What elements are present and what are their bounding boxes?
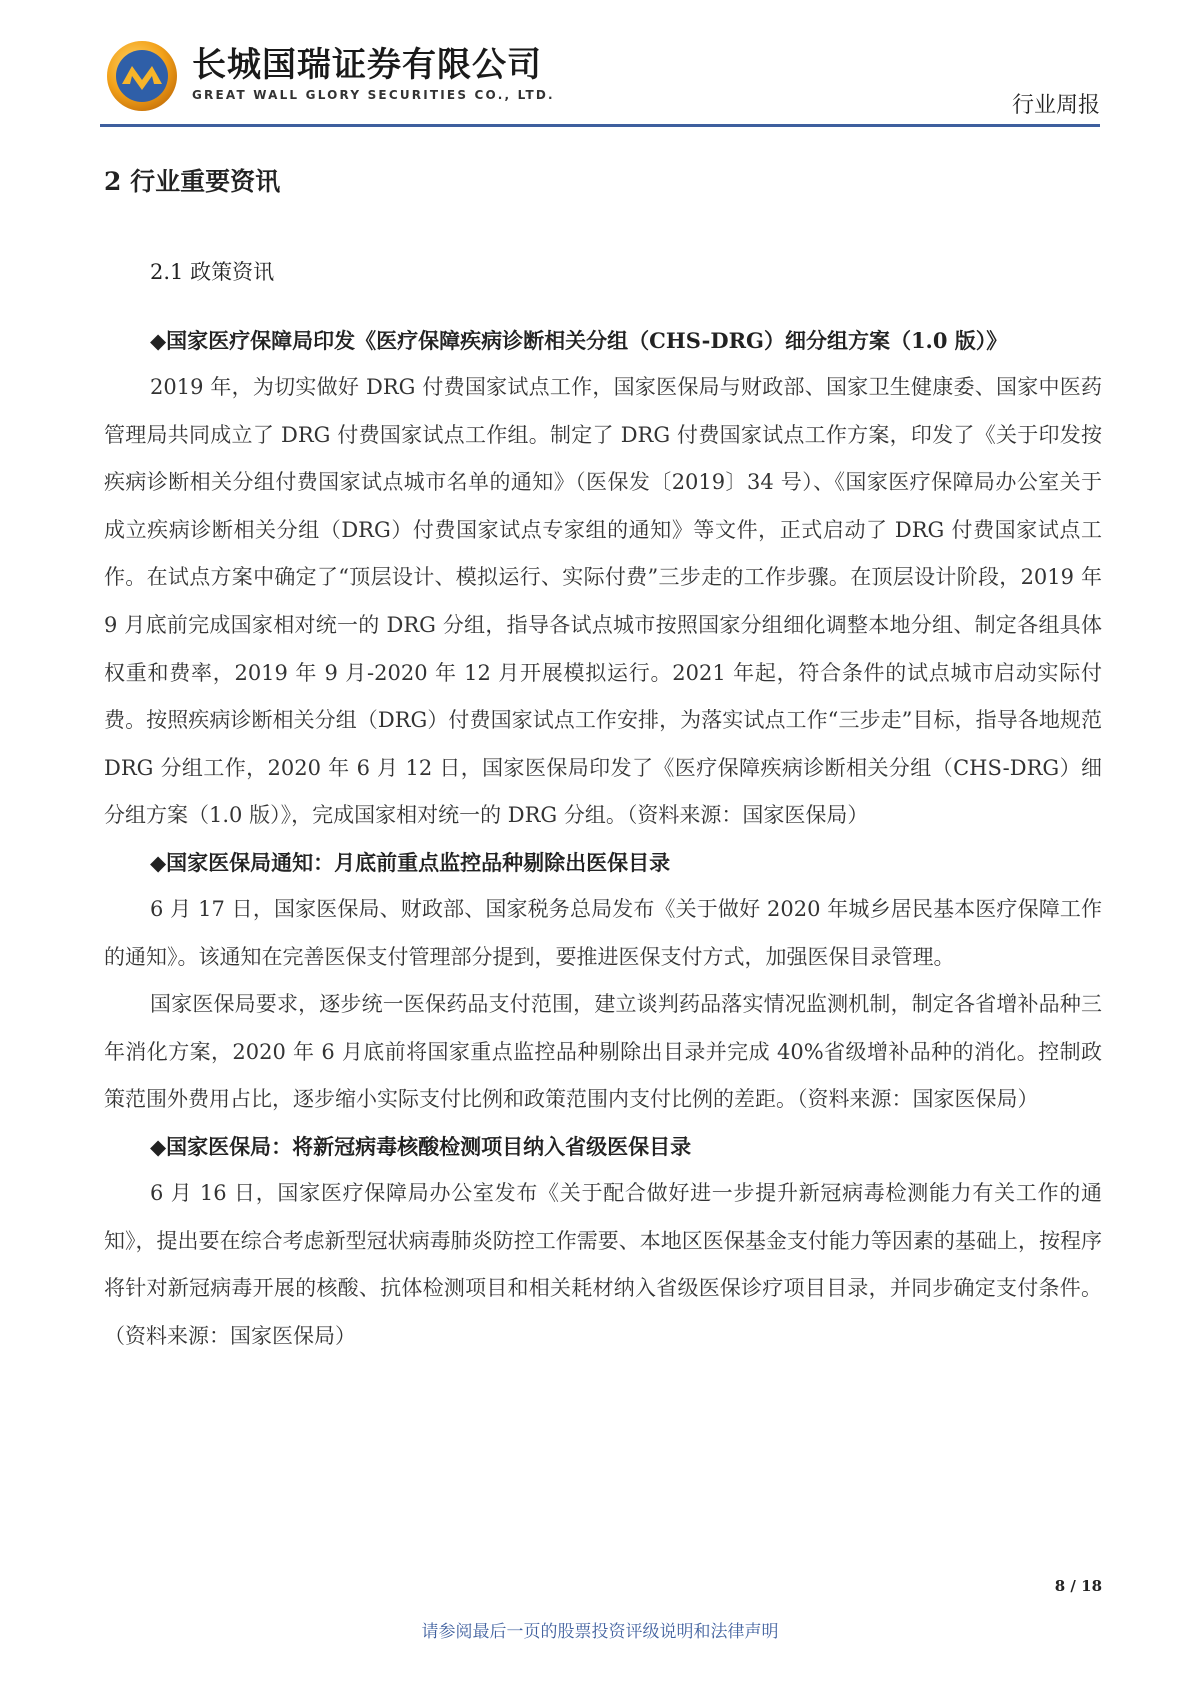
company-name-en: GREAT WALL GLORY SECURITIES CO., LTD. [192,88,555,102]
footer-disclaimer: 请参阅最后一页的股票投资评级说明和法律声明 [421,1622,779,1642]
news-title-drg: ◆国家医疗保障局印发《医疗保障疾病诊断相关分组（CHS-DRG）细分组方案（1.0 版）》 [150,328,1008,353]
news-title-covid-test: ◆国家医保局：将新冠病毒核酸检测项目纳入省级医保目录 [150,1133,692,1159]
page-number: 8 / 18 [1054,1577,1102,1595]
subsection-title: 2.1 政策资讯 [150,260,275,284]
news-paragraph: 6 月 17 日，国家医保局、财政部、国家税务总局发布《关于做好 2020 年城乡居民基本医疗保障工作的通知》。该通知在完善医保支付管理部分提到，要推进医保支付方式，加强医保目录管理。 [104,896,1102,969]
news-paragraph: 国家医保局要求，逐步统一医保药品支付范围，建立谈判药品落实情况监测机制，制定各省增补品种三年消化方案，2020 年 6 月底前将国家重点监控品种剔除出目录并完成 40%省级增补品种的消化。控制政策范围外费用占比，逐步缩小实际支付比例和政策范围内支付比例的差距。（资料来源：国家医保局） [104,992,1102,1112]
report-type-label: 行业周报 [1011,93,1100,118]
news-title-catalog: ◆国家医保局通知：月底前重点监控品种剔除出医保目录 [150,849,671,875]
company-logo-icon [106,40,178,112]
news-content [104,318,1102,1360]
news-paragraph: 6 月 16 日，国家医疗保障局办公室发布《关于配合做好进一步提升新冠病毒检测能力有关工作的通知》，提出要在综合考虑新型冠状病毒肺炎防控工作需要、本地区医保基金支付能力等因素的基础上，按程序将针对新冠病毒开展的核酸、抗体检测项目和相关耗材纳入省级医保诊疗项目目录，并同步确定支付条件。（资料来源：国家医保局） [104,1180,1102,1348]
header-divider [100,124,1100,127]
company-name [192,46,555,102]
news-paragraph: 2019 年，为切实做好 DRG 付费国家试点工作，国家医保局与财政部、国家卫生健康委、国家中医药管理局共同成立了 DRG 付费国家试点工作组。制定了 DRG 付费国家试点工作方案，印发了《关于印发按疾病诊断相关分组付费国家试点城市名单的通知》（医保发〔2019〕34 号）、《国家医疗保障局办公室关于成立疾病诊断相关分组（DRG）付费国家试点专家组的通知》等文件，正式启动了 DRG 付费国家试点工作。在试点方案中确定了“顶层设计、模拟运行、实际付费”三步走的工作步骤。在顶层设计阶段，2019 年 9 月底前完成国家相对统一的 DRG 分组，指导各试点城市按照国家分组细化调整本地分组、制定各组具体权重和费率，2019 年 9 月-2020 年 12 月开展模拟运行。2021 年起，符合条件的试点城市启动实际付费。按照疾病诊断相关分组（DRG）付费国家试点工作安排，为落实试点工作“三步走”目标，指导各地规范 DRG 分组工作，2020 年 6 月 12 日，国家医保局印发了《医疗保障疾病诊断相关分组（CHS-DRG）细分组方案（1.0 版）》，完成国家相对统一的 DRG 分组。（资料来源：国家医保局） [104,375,1102,828]
company-name-cn: 长城国瑞证券有限公司 [192,45,542,85]
section-title: 2 行业重要资讯 [104,167,281,196]
